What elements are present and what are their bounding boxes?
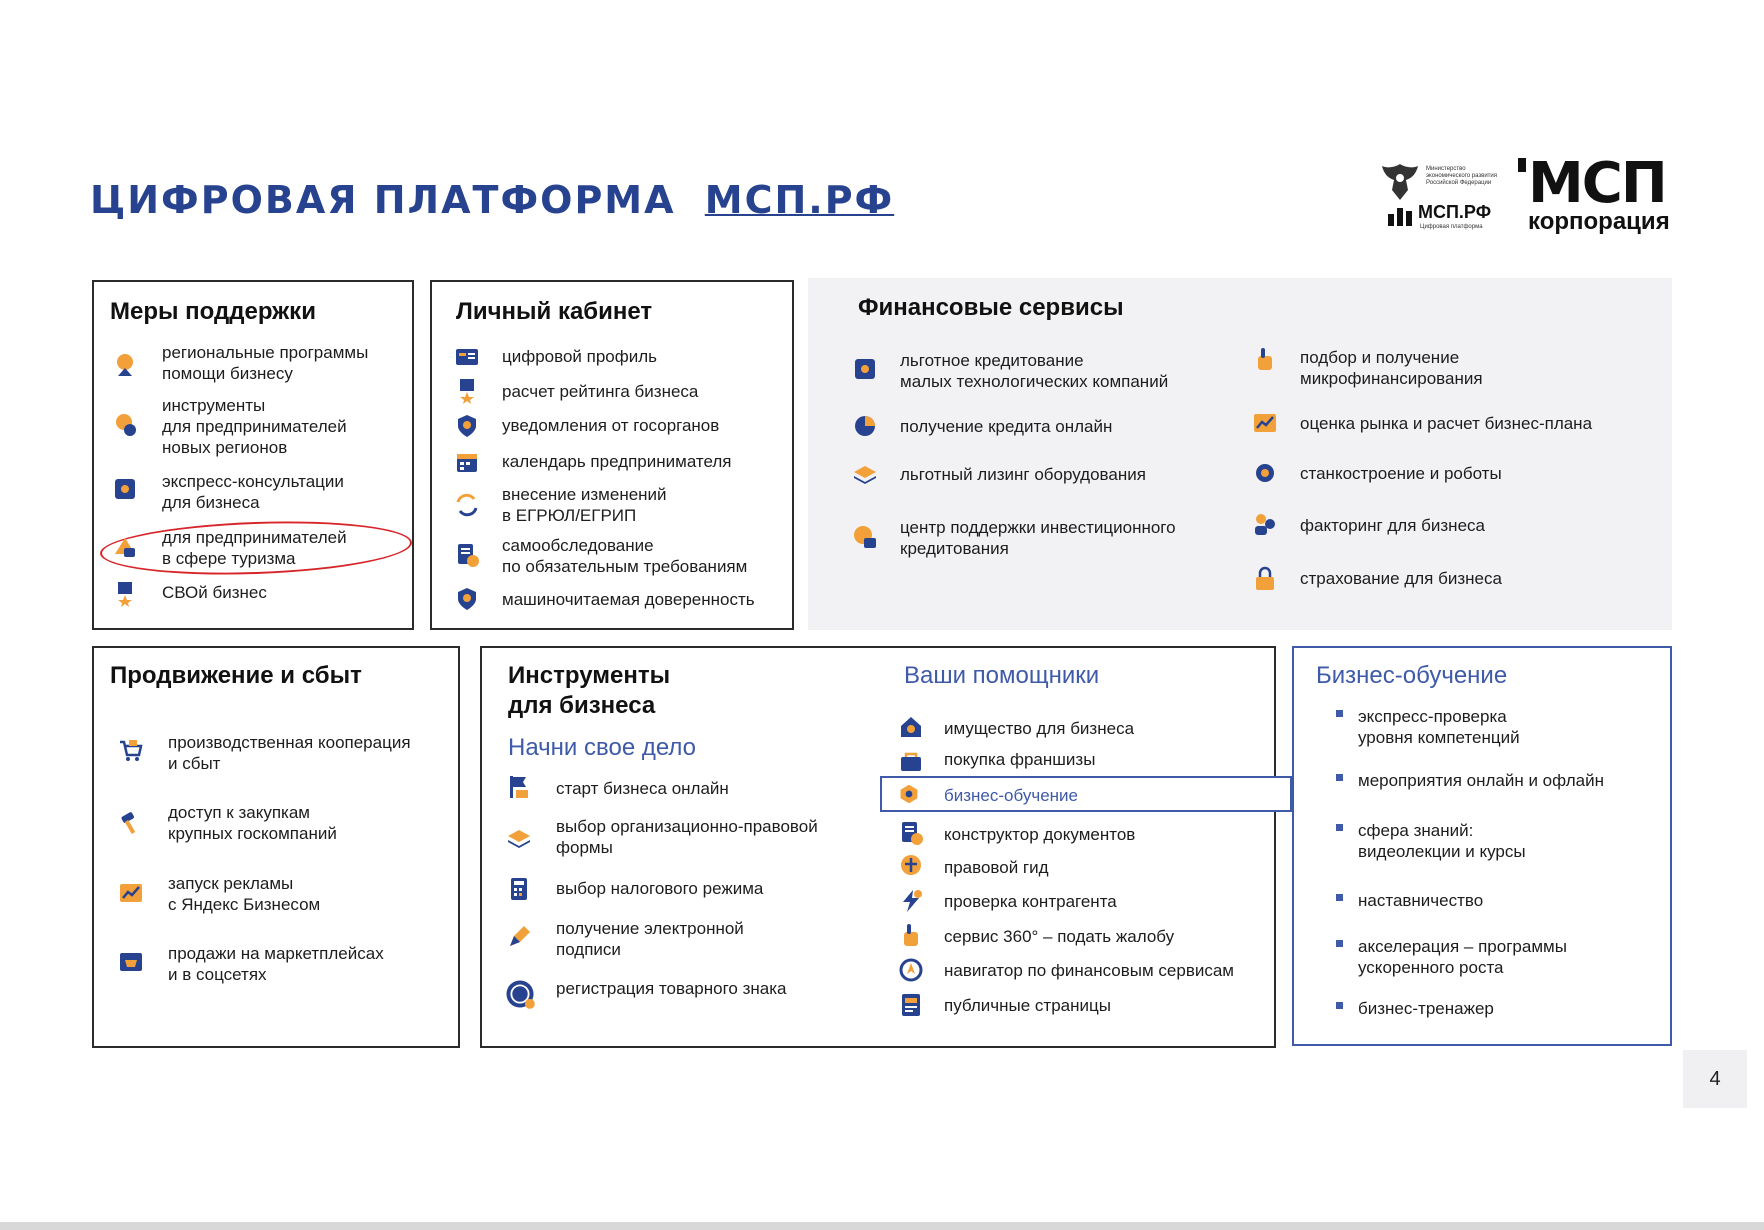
- education-item[interactable]: мероприятия онлайн и офлайн: [1358, 771, 1604, 790]
- flag-icon: [506, 774, 532, 800]
- legal-icon: [898, 852, 924, 878]
- helper-item[interactable]: покупка франшизы: [944, 750, 1096, 769]
- promo-panel: [92, 646, 460, 1048]
- checklist-icon: [454, 542, 480, 568]
- cabinet-item[interactable]: машиночитаемая доверенность: [502, 590, 755, 609]
- helper-item[interactable]: правовой гид: [944, 858, 1049, 877]
- franchise-icon: [898, 748, 924, 774]
- badge-icon: [112, 352, 138, 378]
- business-plan-icon: [1252, 410, 1278, 436]
- finance-item[interactable]: станкостроение и роботы: [1300, 464, 1502, 483]
- cabinet-item[interactable]: самообследование по обязательным требованиям: [502, 536, 748, 576]
- tools-title-2: для бизнеса: [508, 692, 656, 719]
- suitcase-icon: [112, 534, 138, 560]
- tools-title-1: Инструменты: [508, 662, 671, 689]
- helper-item[interactable]: имущество для бизнеса: [944, 719, 1135, 738]
- rating-icon: [454, 378, 480, 404]
- tech-credit-icon: [852, 356, 878, 382]
- helper-item-education[interactable]: бизнес-обучение: [944, 786, 1078, 805]
- helper-highlight-row: [880, 776, 1292, 812]
- bullet: [1336, 940, 1343, 947]
- promo-item[interactable]: запуск рекламы с Яндекс Бизнесом: [168, 874, 321, 914]
- support-item[interactable]: региональные программы помощи бизнесу: [162, 343, 369, 383]
- complaint-icon: [898, 922, 924, 948]
- helper-item[interactable]: публичные страницы: [944, 996, 1111, 1015]
- leasing-icon: [852, 460, 878, 486]
- bullet: [1336, 774, 1343, 781]
- education-item[interactable]: бизнес-тренажер: [1358, 999, 1494, 1018]
- ministry-caption: Министерство экономического развития Российской Федерации: [1426, 166, 1498, 186]
- cabinet-item[interactable]: внесение изменений в ЕГРЮЛ/ЕГРИП: [502, 485, 667, 525]
- helper-item[interactable]: конструктор документов: [944, 825, 1136, 844]
- consult-icon: [112, 476, 138, 502]
- trademark-icon: [504, 978, 536, 1010]
- promo-item[interactable]: доступ к закупкам крупных госкомпаний: [168, 803, 337, 843]
- platform-name: МСП.РФ: [1418, 202, 1492, 222]
- msp-rf-logo: [1380, 160, 1510, 232]
- check-icon: [898, 888, 924, 914]
- start-item[interactable]: выбор налогового режима: [556, 879, 764, 898]
- calculator-icon: [506, 876, 532, 902]
- support-item-tourism[interactable]: для предпринимателей в сфере туризма: [162, 528, 347, 568]
- education-item[interactable]: сфера знаний: видеолекции и курсы: [1358, 821, 1526, 861]
- support-item[interactable]: экспресс-консультации для бизнеса: [162, 472, 344, 512]
- finance-item[interactable]: льготное кредитование малых технологических компаний: [900, 351, 1169, 391]
- start-item[interactable]: регистрация товарного знака: [556, 979, 787, 998]
- calendar-icon: [454, 449, 480, 475]
- cabinet-item[interactable]: цифровой профиль: [502, 347, 658, 366]
- helper-item[interactable]: сервис 360° – подать жалобу: [944, 927, 1175, 946]
- signature-icon: [506, 924, 532, 950]
- documents-icon: [898, 820, 924, 846]
- logo-mark: [1518, 158, 1526, 172]
- promo-item[interactable]: производственная кооперация и сбыт: [168, 733, 411, 773]
- education-item[interactable]: наставничество: [1358, 891, 1484, 910]
- start-subtitle: Начни свое дело: [508, 734, 697, 761]
- helpers-subtitle: Ваши помощники: [904, 662, 1100, 689]
- education-item[interactable]: экспресс-проверка уровня компетенций: [1358, 707, 1520, 747]
- ad-chart-icon: [118, 880, 144, 906]
- finance-panel: [808, 278, 1672, 630]
- helper-item[interactable]: навигатор по финансовым сервисам: [944, 961, 1234, 980]
- education-title: Бизнес-обучение: [1316, 662, 1508, 689]
- helper-item[interactable]: проверка контрагента: [944, 892, 1117, 911]
- arrows-icon: [454, 492, 480, 518]
- finance-item[interactable]: подбор и получение микрофинансирования: [1300, 348, 1483, 388]
- corp-sub: корпорация: [1528, 208, 1670, 235]
- bullet: [1336, 894, 1343, 901]
- finance-item[interactable]: получение кредита онлайн: [900, 417, 1113, 436]
- promo-item[interactable]: продажи на маркетплейсах и в соцсетях: [168, 944, 384, 984]
- public-page-icon: [898, 992, 924, 1018]
- support-title: Меры поддержки: [110, 298, 316, 325]
- start-item[interactable]: получение электронной подписи: [556, 919, 744, 959]
- bullet: [1336, 1002, 1343, 1009]
- bullet: [1336, 710, 1343, 717]
- robot-icon: [1252, 460, 1278, 486]
- finance-item[interactable]: страхование для бизнеса: [1300, 569, 1502, 588]
- cart-icon: [118, 738, 144, 764]
- star-icon: [112, 578, 138, 610]
- platform-sub: Цифровая платформа: [1420, 224, 1483, 230]
- finance-item[interactable]: факторинг для бизнеса: [1300, 516, 1485, 535]
- promo-title: Продвижение и сбыт: [110, 662, 362, 689]
- start-item[interactable]: старт бизнеса онлайн: [556, 779, 729, 798]
- property-icon: [898, 714, 924, 740]
- cabinet-title: Личный кабинет: [456, 298, 653, 325]
- corp-big: МСП: [1528, 151, 1666, 216]
- education-item[interactable]: акселерация – программы ускоренного роста: [1358, 937, 1567, 977]
- invest-icon: [852, 524, 878, 550]
- page-title: [90, 178, 894, 222]
- bullet: [1336, 824, 1343, 831]
- microfinance-icon: [1252, 346, 1278, 372]
- finance-item[interactable]: центр поддержки инвестиционного кредитования: [900, 518, 1176, 558]
- finance-item[interactable]: оценка рынка и расчет бизнес-плана: [1300, 414, 1593, 433]
- page-number: 4: [1683, 1050, 1747, 1108]
- cabinet-item[interactable]: расчет рейтинга бизнеса: [502, 382, 699, 401]
- navigator-icon: [898, 957, 924, 983]
- gavel-icon: [118, 810, 144, 836]
- notification-icon: [454, 413, 480, 439]
- layers-icon: [506, 824, 532, 850]
- title-link[interactable]: МСП.РФ: [704, 178, 895, 222]
- support-item[interactable]: инструменты для предпринимателей новых регионов: [162, 396, 347, 457]
- pie-icon: [852, 413, 878, 439]
- title-main: ЦИФРОВАЯ ПЛАТФОРМА: [90, 178, 676, 222]
- finance-item[interactable]: льготный лизинг оборудования: [900, 465, 1146, 484]
- marketplace-icon: [118, 950, 144, 976]
- support-item[interactable]: СВОй бизнес: [162, 583, 267, 602]
- location-icon: [112, 412, 138, 438]
- cabinet-item[interactable]: календарь предпринимателя: [502, 452, 732, 471]
- bars-icon: [1388, 206, 1412, 226]
- eagle-emblem-icon: [1380, 160, 1420, 204]
- finance-title: Финансовые сервисы: [858, 294, 1124, 321]
- cabinet-item[interactable]: уведомления от госорганов: [502, 416, 720, 435]
- msp-corp-logo: [1518, 151, 1694, 238]
- bottom-edge: [0, 1222, 1764, 1230]
- profile-icon: [454, 344, 480, 370]
- lock-icon: [1252, 566, 1278, 592]
- factoring-icon: [1252, 511, 1278, 537]
- start-item[interactable]: выбор организационно-правовой формы: [556, 817, 818, 857]
- proxy-icon: [454, 586, 480, 612]
- education-icon: [898, 783, 920, 805]
